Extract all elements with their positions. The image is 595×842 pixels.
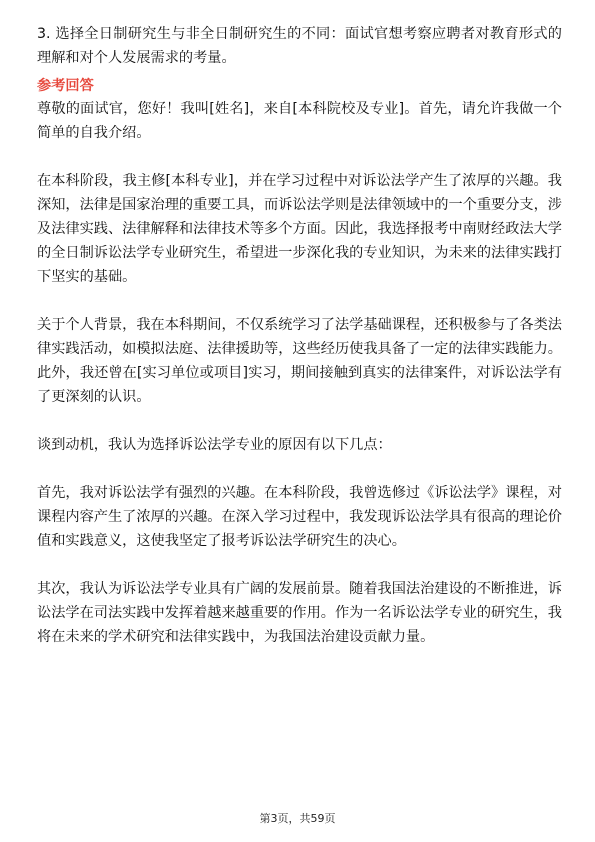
paragraph-gap bbox=[37, 457, 562, 481]
paragraph-motivation: 谈到动机，我认为选择诉讼法学专业的原因有以下几点： bbox=[37, 437, 392, 453]
paragraph-intro: 尊敬的面试官，您好！我叫[姓名]，来自[本科院校及专业]。首先，请允许我做一个简单的自我介绍。 bbox=[37, 101, 562, 141]
paragraph-gap bbox=[37, 409, 562, 433]
answer-label: 参考回答 bbox=[37, 78, 94, 94]
paragraph-background: 关于个人背景，我在本科期间，不仅系统学习了法学基础课程，还积极参与了各类法律实践活动，如模拟法庭、法律援助等，这些经历使我具备了一定的法律实践能力。此外，我还曾在[实习单位或项目]实习，期间接触到真实的法律案件，对诉讼法学有了更深刻的认识。 bbox=[37, 317, 562, 405]
paragraph-second-reason: 其次，我认为诉讼法学专业具有广阔的发展前景。随着我国法治建设的不断推进，诉讼法学在司法实践中发挥着越来越重要的作用。作为一名诉讼法学专业的研究生，我将在未来的学术研究和法律实践中，为我国法治建设贡献力量。 bbox=[37, 581, 562, 645]
paragraph-gap bbox=[37, 289, 562, 313]
paragraph-gap bbox=[37, 145, 562, 169]
page-number-footer: 第3页，共59页 bbox=[259, 812, 336, 825]
paragraph-gap bbox=[37, 553, 562, 577]
paragraph-first-reason: 首先，我对诉讼法学有强烈的兴趣。在本科阶段，我曾选修过《诉讼法学》课程，对课程内容产生了浓厚的兴趣。在深入学习过程中，我发现诉讼法学具有很高的理论价值和实践意义，这使我坚定了报考诉讼法学研究生的决心。 bbox=[37, 485, 562, 549]
paragraph-undergrad: 在本科阶段，我主修[本科专业]，并在学习过程中对诉讼法学产生了浓厚的兴趣。我深知，法律是国家治理的重要工具，而诉讼法学则是法律领域中的一个重要分支，涉及法律实践、法律解释和法律技术等多个方面。因此，我选择报考中南财经政法大学的全日制诉讼法学专业研究生，希望进一步深化我的专业知识，为未来的法律实践打下坚实的基础。 bbox=[37, 173, 562, 285]
question-text: 3. 选择全日制研究生与非全日制研究生的不同：面试官想考察应聘者对教育形式的理解和对个人发展需求的考量。 bbox=[37, 26, 562, 66]
document-body bbox=[37, 22, 562, 649]
